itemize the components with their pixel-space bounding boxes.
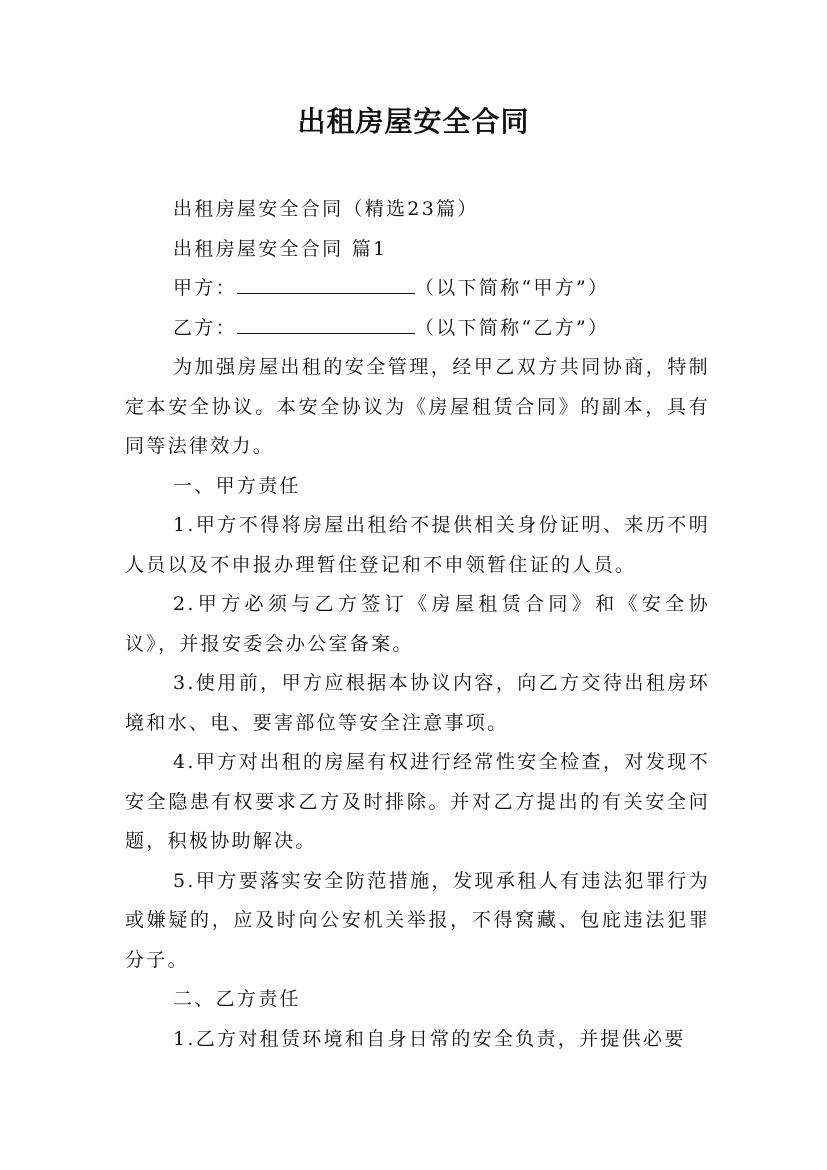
party-b-label: 乙方： <box>173 316 237 339</box>
party-a-label: 甲方： <box>173 277 237 299</box>
section-a-item: 1.甲方不得将房屋出租给不提供相关身份证明、来历不明人员以及不申报办理暂住登记和不申领暂住证的人员。 <box>125 514 710 576</box>
section-b-item: 1.乙方对租赁环境和自身日常的安全负责，并提供必要 <box>173 1027 686 1050</box>
party-a-blank <box>237 271 415 294</box>
section-a-item: 5.甲方要落实安全防范措施，发现承租人有违法犯罪行为或嫌疑的，应及时向公安机关举报，不得窝藏、包庇违法犯罪分子。 <box>125 869 710 971</box>
party-b-line <box>125 309 710 349</box>
document-title: 出租房屋安全合同 <box>297 105 530 138</box>
party-a-suffix: （以下简称“甲方”） <box>414 277 610 299</box>
party-b-blank <box>237 311 415 334</box>
heading-article: 出租房屋安全合同 篇1 <box>173 237 388 260</box>
section-b-title: 二、乙方责任 <box>173 988 301 1010</box>
intro-paragraph: 为加强房屋出租的安全管理，经甲乙双方共同协商，特制定本安全协议。本安全协议为《房屋租赁合同》的副本，具有同等法律效力。 <box>125 356 710 457</box>
party-a-line <box>125 269 710 309</box>
section-a-title: 一、甲方责任 <box>173 474 301 497</box>
section-a-item: 3.使用前，甲方应根据本协议内容，向乙方交待出租房环境和水、电、要害部位等安全注意事项。 <box>125 672 710 734</box>
party-b-suffix: （以下简称“乙方”） <box>414 316 610 339</box>
section-a-item: 2.甲方必须与乙方签订《房屋租赁合同》和《安全协议》，并报安委会办公室备案。 <box>125 593 710 655</box>
heading-main: 出租房屋安全合同（精选23篇） <box>173 198 479 220</box>
section-a-item: 4.甲方对出租的房屋有权进行经常性安全检查，对发现不安全隐患有权要求乙方及时排除。并对乙方提出的有关安全问题，积极协助解决。 <box>125 751 710 852</box>
document-body <box>125 190 710 1059</box>
